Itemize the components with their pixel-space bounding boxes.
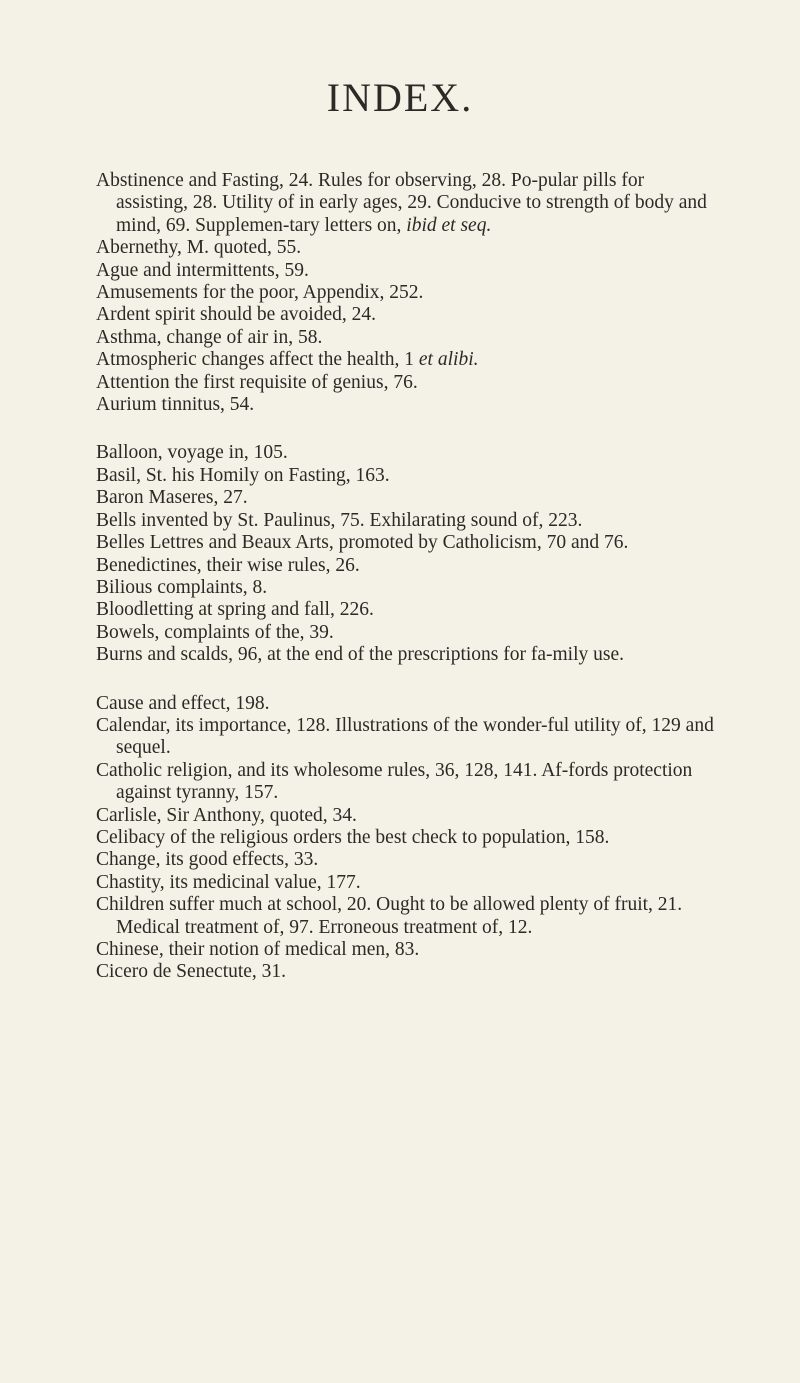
index-entry (96, 327, 714, 349)
index-entry (96, 622, 714, 644)
index-entry (96, 872, 714, 894)
entry-text: Children suffer much at school, 20. Ought to be allowed plenty of fruit, 21. Medical treatment of, 97. Erroneous treatment of, 12. (96, 894, 683, 938)
index-section-c (96, 693, 714, 984)
entry-text: Baron Maseres, 27. (96, 487, 248, 509)
index-entry (96, 170, 714, 237)
index-entry (96, 849, 714, 871)
index-entry (96, 349, 714, 371)
index-entry (96, 599, 714, 621)
page-title: INDEX. (326, 75, 474, 120)
index-entry (96, 304, 714, 326)
entry-text: Celibacy of the religious orders the best check to population, 158. (96, 826, 610, 848)
entry-text: Calendar, its importance, 128. Illustrations of the wonder-ful utility of, 129 and sequel. (96, 714, 714, 759)
entry-text: Atmospheric changes affect the health, 1 (96, 349, 419, 371)
index-entry (96, 939, 714, 961)
entry-text: Bowels, complaints of the, 39. (96, 621, 334, 643)
index-entry (96, 394, 714, 416)
index-entry (96, 805, 714, 827)
entry-text: Balloon, voyage in, 105. (96, 442, 288, 464)
entry-text: Bells invented by St. Paulinus, 75. Exhilarating sound of, 223. (96, 509, 583, 531)
index-entry (96, 487, 714, 509)
entry-text: Cicero de Senectute, 31. (96, 961, 287, 983)
index-section-a (96, 170, 714, 416)
index-entry (96, 715, 714, 760)
index-entry (96, 532, 714, 554)
entry-text: Carlisle, Sir Anthony, quoted, 34. (96, 804, 357, 826)
index-entry (96, 577, 714, 599)
entry-text: Basil, St. his Homily on Fasting, 163. (96, 464, 390, 486)
index-entry (96, 442, 714, 464)
index-entry (96, 465, 714, 487)
entry-text: Benedictines, their wise rules, 26. (96, 554, 360, 576)
index-entry (96, 894, 714, 939)
index-entry (96, 961, 714, 983)
index-entry (96, 827, 714, 849)
entry-text: Chinese, their notion of medical men, 83. (96, 939, 420, 960)
entry-text: Catholic religion, and its wholesome rules, 36, 128, 141. Af-fords protection against tyranny, 157. (96, 759, 693, 804)
entry-text: Ague and intermittents, 59. (96, 259, 309, 281)
index-entry (96, 260, 714, 282)
entry-text: Abstinence and Fasting, 24. Rules for observing, 28. Po-pular pills for assisting, 28. Utility of in early ages, 29. Conducive to strength of body and mind, 69. Supplemen-tary letters on, (96, 170, 707, 236)
entry-text: Cause and effect, 198. (96, 692, 270, 714)
entry-text: Ardent spirit should be avoided, 24. (96, 304, 376, 326)
entry-text: Bloodletting at spring and fall, 226. (96, 599, 374, 621)
entry-italic: et alibi. (418, 349, 479, 371)
entry-text: Asthma, change of air in, 58. (96, 326, 323, 348)
index-entry (96, 372, 714, 394)
index-entry (96, 644, 714, 666)
entry-text: Chastity, its medicinal value, 177. (96, 871, 361, 893)
index-entry (96, 510, 714, 532)
index-body (96, 170, 714, 1010)
index-entry (96, 693, 714, 715)
entry-text: Belles Lettres and Beaux Arts, promoted by Catholicism, 70 and 76. (96, 532, 629, 554)
index-entry (96, 282, 714, 304)
entry-italic: ibid et seq. (406, 214, 492, 236)
entry-text: Bilious complaints, 8. (96, 576, 268, 598)
entry-text: Attention the first requisite of genius, 76. (96, 371, 418, 393)
entry-text: Abernethy, M. quoted, 55. (96, 237, 302, 259)
index-section-b (96, 442, 714, 666)
entry-text: Change, its good effects, 33. (96, 849, 319, 871)
index-entry (96, 555, 714, 577)
entry-text: Burns and scalds, 96, at the end of the prescriptions for fa-mily use. (96, 644, 624, 666)
index-entry (96, 237, 714, 259)
entry-text: Amusements for the poor, Appendix, 252. (96, 282, 424, 304)
entry-text: Aurium tinnitus, 54. (96, 394, 255, 416)
index-entry (96, 760, 714, 805)
